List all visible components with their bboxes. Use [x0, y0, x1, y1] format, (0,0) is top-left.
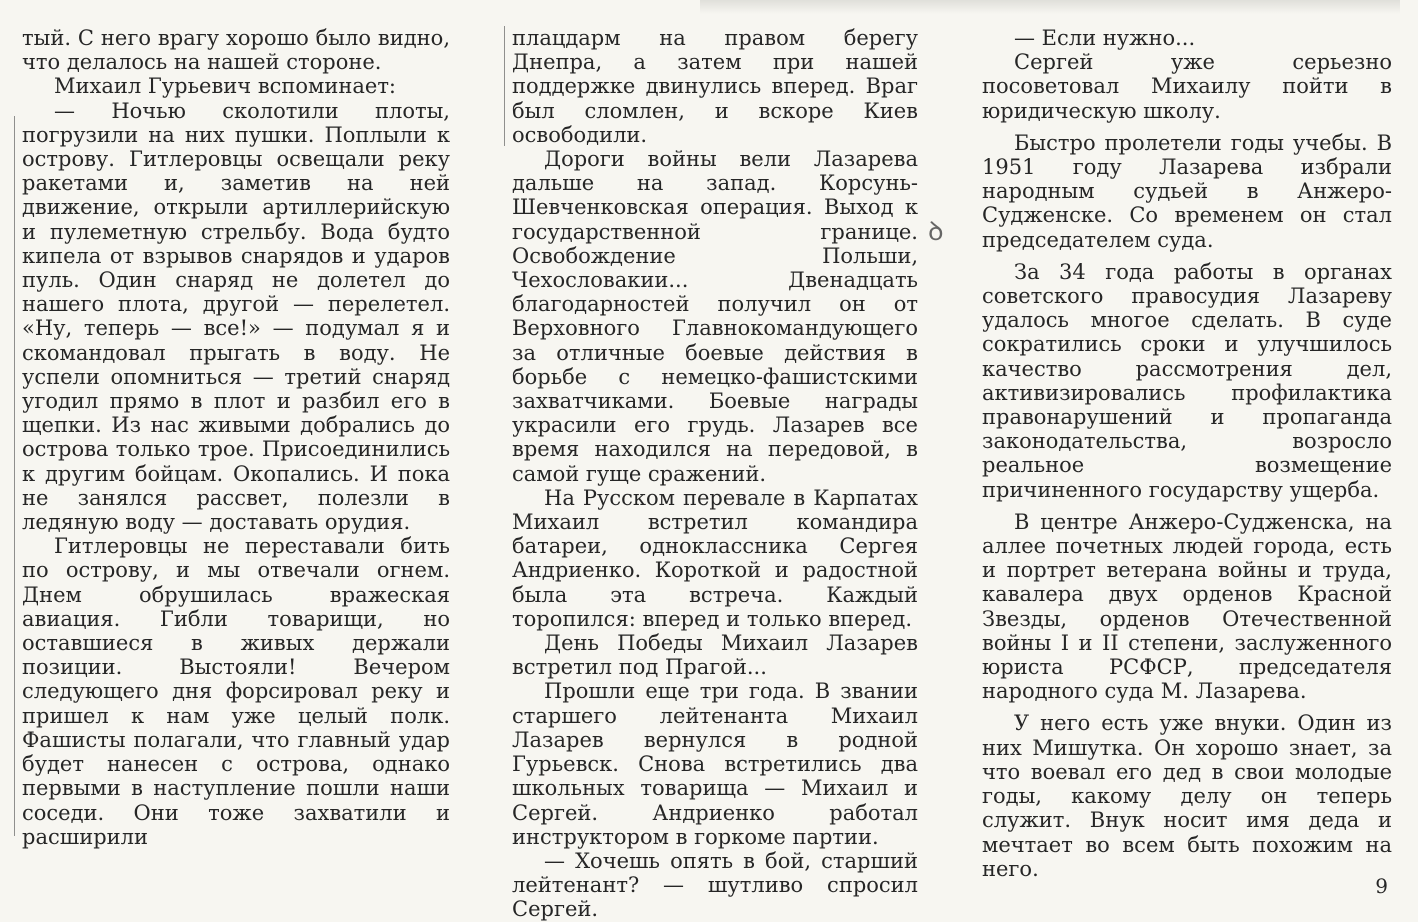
paragraph: День Победы Михаил Лазарев встретил под Прагой...	[512, 631, 918, 680]
paragraph: — Ночью сколотили плоты, погрузили на них пушки. Поплыли к острову. Гитлеровцы освещали реку ракетами и, заметив на ней движение, открыли артиллерийскую и пулеметную стрельбу. Вода будто кипела от взрывов снарядов и ударов пуль. Один снаряд не долетел до нашего плота, другой — перелетел. «Ну, теперь — все!» — подумал я и скомандовал прыгать в воду. Не успели опомниться — третий снаряд угодил прямо в плот и разбил его в щепки. Из нас живыми добрались до острова только трое. Присоединились к другим бойцам. Окопались. И пока не занялся рассвет, полезли в ледяную воду — доставать орудия.	[22, 98, 450, 535]
article-column-2	[512, 26, 918, 922]
paragraph: Сергей уже серьезно посоветовал Михаилу пойти в юридическую школу.	[982, 50, 1392, 123]
paragraph: Дороги войны вели Лазарева дальше на запад. Корсунь-Шевченковская операция. Выход к государственной границе. Освобождение Польши, Чехословакии... Двенадцать благодарностей получил он от Верховного Главнокомандующего за отличные боевые действия в борьбе с немецко-фашистскими захватчиками. Боевые награды украсили его грудь. Лазарев все время находился на передовой, в самой гуще сражений.	[512, 147, 918, 486]
article-column-1	[22, 26, 450, 849]
article-column-3	[982, 26, 1392, 881]
paragraph: У него есть уже внуки. Один из них Мишутка. Он хорошо знает, за что воевал его дед в свои молодые годы, какому делу он теперь служит. Внук носит имя деда и мечтает во всем быть похожим на него.	[982, 711, 1392, 881]
page-number: 9	[1375, 874, 1388, 898]
paragraph: На Русском перевале в Карпатах Михаил встретил командира батареи, одноклассника Сергея Андриенко. Короткой и радостной была эта встреча. Каждый торопился: вперед и только вперед.	[512, 485, 918, 631]
paragraph: За 34 года работы в органах советского правосудия Лазареву удалось многое сделать. В суде сократились сроки и улучшилось качество рассмотрения дел, активизировались профилактика правонарушений и пропаганда законодательства, возросло реальное возмещение причиненного государству ущерба.	[982, 259, 1392, 502]
paragraph: Быстро пролетели годы учебы. В 1951 году Лазарева избрали народным судьей в Анжеро-Судженске. Со временем он стал председателем суда.	[982, 130, 1392, 252]
scan-smudge	[700, 0, 1400, 14]
pen-mark-icon: ꝺ	[928, 217, 944, 247]
paragraph: тый. С него врагу хорошо было видно, что делалось на нашей стороне.	[22, 26, 450, 75]
paragraph: Михаил Гурьевич вспоминает:	[54, 74, 397, 99]
paragraph: — Если нужно...	[1014, 26, 1196, 50]
paragraph: — Хочешь опять в бой, старший лейтенант? — шутливо спросил Сергей.	[512, 848, 918, 922]
paragraph: Прошли еще три года. В звании старшего лейтенанта Михаил Лазарев вернулся в родной Гурьевск. Снова встретились два школьных товарища — Михаил и Сергей. Андриенко работал инструктором в горкоме партии.	[512, 679, 918, 849]
paragraph: В центре Анжеро-Судженска, на аллее почетных людей города, есть и портрет ветерана войны и труда, кавалера двух орденов Красной Звезды, орденов Отечественной войны I и II степени, заслуженного юриста РСФСР, председателя народного суда М. Лазарева.	[982, 509, 1392, 704]
paragraph: плацдарм на правом берегу Днепра, а затем при нашей поддержке двинулись вперед. Враг был сломлен, и вскоре Киев освободили.	[512, 26, 918, 147]
paragraph: Гитлеровцы не переставали бить по острову, и мы отвечали огнем. Днем обрушилась вражеская авиация. Гибли товарищи, но оставшиеся в живых держали позиции. Выстояли! Вечером следующего дня форсировал реку и пришел к нам уже целый полк. Фашисты полагали, что главный удар будет нанесен с острова, однако первыми в наступление пошли наши соседи. Они тоже захватили и расширили	[22, 534, 450, 849]
pen-margin-line	[14, 116, 17, 836]
pen-margin-line	[504, 26, 507, 146]
